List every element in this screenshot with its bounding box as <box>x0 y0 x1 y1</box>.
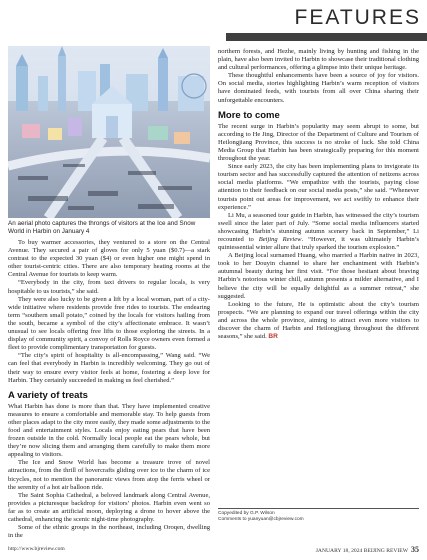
right-column <box>218 48 419 341</box>
paragraph: These thoughtful enhancements have been a source of joy for visitors. On social media, stories highlighting Harbin’s warm reception of visitors have dominated feeds, with tourists from all over China sharing their unforgettable encounters. <box>218 72 419 104</box>
paragraph-text: . “However, it was ultimately Harbin’s quintessential winter allure that truly sparked the tourism explosion.” <box>218 235 419 252</box>
paragraph: A Beijing local surnamed Huang, who married a Harbin native in 2023, took to her Douyin channel to share her enchantment with Harbin’s autumnal beauty during her first visit. “For those hesitant about braving Harbin’s notorious winter chill, autumn presents a milder alternative, and I believe the city will be equally delightful as a summer retreat,” she suggested. <box>218 252 419 300</box>
paragraph <box>218 301 419 341</box>
page-header <box>0 0 427 46</box>
paragraph: The recent surge in Harbin’s popularity may seem abrupt to some, but according to He Jing, Director of the Department of Culture and Tourism of Heilongjiang Province, this success is no stroke of luck. She told China Media Group that Harbin has been strategically preparing for this moment throughout the year. <box>218 122 419 163</box>
paragraph: “The city’s spirit of hospitality is all-encompassing,” Wang said. “We can feel that everybody in Harbin is incredibly welcoming. They go out of their way to ensure every visitor feels at home, fostering a deep love for Harbin. They certainly succeeded in making us feel cherished.” <box>8 352 210 384</box>
section-title: FEATURES <box>289 6 421 30</box>
paragraph: The Saint Sophia Cathedral, a beloved landmark along Central Avenue, provides a picturesque backdrop for visitors’ photos. Harbin even went so far as to create an artificial moon, deploying a drone to hover above the cathedral, enhancing the scenic night-time photography. <box>8 491 210 523</box>
copyeditor-line: Copyedited by G.P. Wilson <box>218 511 275 516</box>
paragraph: To buy warmer accessories, they ventured to a store on the Central Avenue. They secured a pair of gloves for only 5 yuan ($0.7)—a stark contrast to the expected 30 yuan ($4) or even higher one might spend in other tourist-centric cities. There are also temporary heating rooms at the Central Avenue for tourists to keep warm. <box>8 239 210 279</box>
subheading: More to come <box>218 109 280 121</box>
credits <box>218 508 419 523</box>
paragraph: “Everybody in the city, from taxi drivers to regular locals, is very hospitable to us tourists,” she said. <box>8 279 210 295</box>
paragraph: They were also lucky to be given a lift by a local woman, part of a city-wide initiative where residents provide free rides to tourists. The endearing term “southern small potato,” coined by the locals for visitors hailing from the south, became a symbol of the city’s affectionate embrace. It wasn’t unusual to see locals offering free lifts to those exploring the streets. In a display of community spirit, a convoy of Rolls Royce owners even formed a fleet to provide complimentary transportation for guests. <box>8 295 210 352</box>
paragraph: The Ice and Snow World has become a treasure trove of novel attractions, from the thrill of hovercrafts gliding over ice to the charm of ice bicycles, not to mention the panoramic views from atop the ferris wheel or the serenity of a hot air balloon ride. <box>8 459 210 491</box>
paragraph: What Harbin has done is more than that. They have implemented creative measures to ensure a comfortable and memorable stay. To help guests from other places adapt to the city more easily, they made some adjustments to the food and entertainment styles. Locals enjoy eating pears that have been frozen outside in the cold. Normally local people eat the pears whole, but they’re now slicing them and arranging them carefully to make them more appealing to visitors. <box>8 402 210 459</box>
paragraph <box>218 212 419 252</box>
paragraph: northern forests, and Hezhe, mainly living by hunting and fishing in the plain, have also been invited to Harbin to showcase their traditional clothing and cultural performances, offering a glimpse into their unique heritage. <box>218 48 419 72</box>
left-column <box>8 239 210 540</box>
page-number: 35 <box>411 545 419 554</box>
photo-caption: An aerial photo captures the throngs of visitors at the Ice and Snow World in Harbin on January 4 <box>8 220 196 235</box>
comments-line: Comments to yuanyuan@cbjreview.com <box>218 517 304 522</box>
paragraph-text: Looking to the future, He is optimistic about the city’s tourism prospects. “We are planning to expand our travel offerings within the city and across the whole province, aiming to attract even more visitors to discover the charm of Harbin and Heilongjiang throughout the different seasons,” she said. <box>218 300 419 341</box>
paragraph: Since early 2023, the city has been implementing plans to invigorate its tourism sector and has successfully captured the attention of netizens across social media platforms. “We empathize with the tourists, paying close attention to their feedback on our social media posts,” she said. “Whenever tourists point out areas for improvement, we act swiftly to enhance their experience.” <box>218 163 419 211</box>
paragraph-text: Li Mu, a seasoned tour guide in Harbin, has witnessed the city’s tourism swell since the later part of July. “Some social media influencers started showcasing Harbin’s stunning autumn scenery back in September,” Li recounted to <box>218 211 419 243</box>
header-rule <box>226 33 427 41</box>
subheading: A variety of treats <box>8 389 88 401</box>
ice-snow-world-image <box>8 46 210 218</box>
footer-issue <box>316 545 419 554</box>
aerial-photo <box>8 46 210 218</box>
publication-name: Beijing Review <box>258 235 302 243</box>
footer-url[interactable]: http://www.bjreview.com <box>8 546 65 552</box>
paragraph: Some of the ethnic groups in the northeast, including Oroqen, dwelling in the <box>8 524 210 540</box>
end-mark: BR <box>268 333 278 341</box>
issue-text: JANUARY 18, 2024 BEIJING REVIEW <box>315 548 408 554</box>
